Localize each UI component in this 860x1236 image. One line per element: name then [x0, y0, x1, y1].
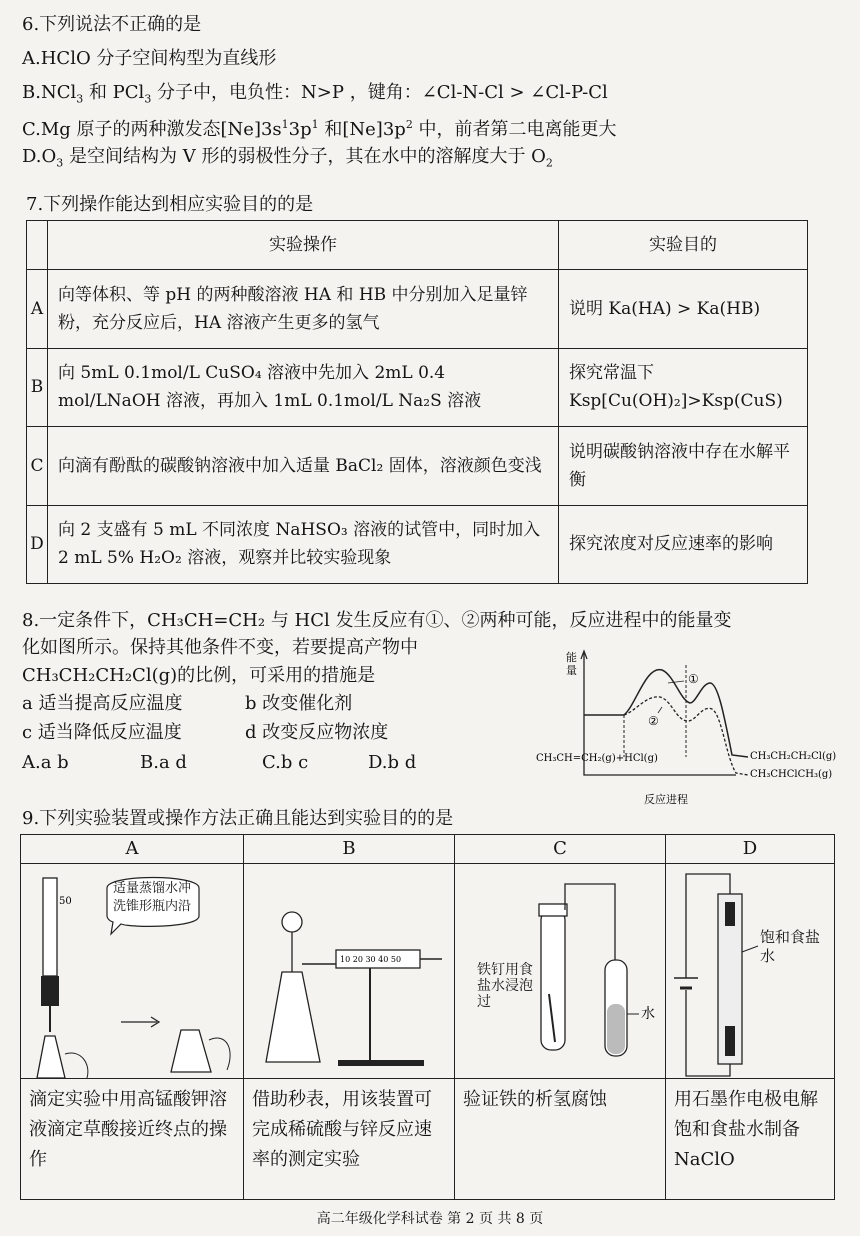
q7-stem: 7.下列操作能达到相应实验目的的是: [26, 194, 314, 215]
q7-row-op: 向 2 支盛有 5 mL 不同浓度 NaHSO₃ 溶液的试管中，同时加入 2 mL 5% H₂O₂ 溶液，观察并比较实验现象: [48, 505, 559, 584]
q7-row-a: [27, 270, 808, 349]
conical-flask-2: [171, 1030, 211, 1072]
q7-goal-header: 实验目的: [559, 221, 808, 270]
q9-col-d-label: D: [666, 835, 835, 864]
nail-label-box: [477, 962, 541, 1026]
y-axis-label-1: 能: [566, 651, 577, 664]
water-label: 水: [641, 1006, 655, 1022]
burette: [43, 878, 57, 976]
q7-row-op: 向 5mL 0.1mol/L CuSO₄ 溶液中先加入 2mL 0.4 mol/LNaOH 溶液，再加入 1mL 0.1mol/L Na₂S 溶液: [48, 348, 559, 427]
path-2-leader: [658, 707, 662, 713]
syringe-scale: 10 20 30 40 50: [340, 955, 402, 964]
gas-syringe-figure: [244, 864, 454, 1078]
q7-row-c: [27, 427, 808, 506]
q9-figure-c: [455, 864, 666, 1079]
q7-row-goal: 说明碳酸钠溶液中存在水解平衡: [559, 427, 808, 506]
q8-choice-d: D.b d: [368, 752, 417, 773]
q8-choice-a: A.a b: [22, 752, 69, 773]
solution-leader: [742, 946, 758, 952]
q7-row-label: B: [27, 348, 48, 427]
hand-2: [209, 1038, 230, 1070]
solution-label: 饱和食盐水: [760, 928, 821, 965]
corrosion-figure: [455, 864, 665, 1078]
flask: [266, 972, 320, 1062]
q9-table: [20, 834, 835, 1200]
speech-bubble-text: 适量蒸馏水冲洗锥形瓶内沿: [113, 881, 192, 914]
q9-col-b-label: B: [244, 835, 455, 864]
q6-option-c: C.Mg 原子的两种激发态$[Ne]3s^13p^1$ 和$[Ne]3p^2$ 中，前者第二电离能更大: [22, 118, 617, 140]
q7-op-header: 实验操作: [48, 221, 559, 270]
conical-flask-1: [37, 1036, 65, 1078]
q7-row-label: A: [27, 270, 48, 349]
q8-option-a: a 适当提高反应温度: [22, 693, 183, 714]
q7-header-row: [27, 221, 808, 270]
q9-figure-row: [21, 864, 835, 1079]
speech-bubble-text-box: [113, 880, 197, 922]
solution-label-box: [760, 928, 830, 984]
q9-header-row: [21, 835, 835, 864]
q7-table: [26, 220, 808, 584]
q6-option-d: $D.O_3$ 是空间结构为 V 形的弱极性分子，其在水中的溶解度大于 $O_2$: [22, 146, 553, 170]
q9-figure-d: [666, 864, 835, 1079]
q9-desc-c: 验证铁的析氢腐蚀: [455, 1079, 666, 1200]
x-axis-label: 反应进程: [644, 793, 688, 806]
titration-figure: [21, 864, 243, 1078]
page-footer: 高二年级化学科试卷 第 2 页 共 8 页: [316, 1211, 544, 1227]
stopper: [539, 904, 567, 916]
q9-stem: 9.下列实验装置或操作方法正确且能达到实验目的的是: [22, 808, 454, 829]
hand-1: [65, 1053, 88, 1078]
stand-base: [338, 1060, 424, 1066]
y-axis-label-2: 量: [566, 664, 577, 677]
q7-row-d: [27, 505, 808, 584]
q7-label-header: [27, 221, 48, 270]
q9-desc-d: 用石墨作电极电解饱和食盐水制备 NaClO: [666, 1079, 835, 1200]
burette-stopcock: [41, 976, 59, 1006]
q7-row-goal: 探究浓度对反应速率的影响: [559, 505, 808, 584]
q9-col-a-label: A: [21, 835, 244, 864]
q9-description-row: [21, 1079, 835, 1200]
product-1-label: CH₃CH₂CH₂Cl(g): [750, 751, 837, 762]
q7-row-label: D: [27, 505, 48, 584]
q7-row-goal: 说明 Ka(HA) > Ka(HB): [559, 270, 808, 349]
electrolysis-figure: [666, 864, 834, 1078]
path-1-curve: [584, 670, 748, 757]
path-1-label: ①: [688, 672, 699, 686]
q8-option-d: d 改变反应物浓度: [245, 722, 389, 743]
q8-option-b: b 改变催化剂: [245, 693, 353, 714]
q7-row-goal: 探究常温下 Ksp[Cu(OH)₂]>Ksp(CuS): [559, 348, 808, 427]
water-level: [607, 1004, 625, 1054]
product-2-label: CH₃CHClCH₃(g): [750, 769, 833, 780]
path-1-leader: [668, 681, 684, 683]
funnel-bulb: [282, 912, 302, 932]
electrode-top: [725, 902, 735, 926]
energy-profile-diagram: [536, 645, 846, 810]
nail-label: 铁钉用食盐水浸泡过: [477, 962, 533, 1010]
q9-desc-b: 借助秒表，用该装置可完成稀硫酸与锌反应速率的测定实验: [244, 1079, 455, 1200]
reactant-label: CH₃CH=CH₂(g)+HCl(g): [536, 753, 658, 764]
burette-scale: 50: [59, 896, 72, 907]
q8-stem-line1: 8.一定条件下，CH₃CH=CH₂ 与 HCl 发生反应有①、②两种可能，反应进程中的能量变: [22, 610, 732, 631]
q7-row-op: 向滴有酚酞的碳酸钠溶液中加入适量 BaCl₂ 固体，溶液颜色变浅: [48, 427, 559, 506]
q9-figure-b: [244, 864, 455, 1079]
q8-stem-line3: CH₃CH₂CH₂Cl(g)的比例，可采用的措施是: [22, 665, 376, 686]
q7-row-b: [27, 348, 808, 427]
q8-stem-line2: 化如图所示。保持其他条件不变，若要提高产物中: [22, 637, 418, 658]
electrode-bottom: [725, 1026, 735, 1056]
q7-row-label: C: [27, 427, 48, 506]
q8-choice-c: C.b c: [262, 752, 309, 773]
q6-option-a: A.HClO 分子空间构型为直线形: [22, 48, 277, 69]
q9-desc-a: 滴定实验中用高锰酸钾溶液滴定草酸接近终点的操作: [21, 1079, 244, 1200]
path-2-label: ②: [648, 714, 659, 728]
q8-option-c: c 适当降低反应温度: [22, 722, 182, 743]
q9-col-c-label: C: [455, 835, 666, 864]
q7-row-op: 向等体积、等 pH 的两种酸溶液 HA 和 HB 中分别加入足量锌粉，充分反应后，HA 溶液产生更多的氢气: [48, 270, 559, 349]
q8-choice-b: B.a d: [140, 752, 187, 773]
q6-stem: 6.下列说法不正确的是: [22, 14, 202, 35]
q9-figure-a: [21, 864, 244, 1079]
q6-option-b: B.NCl$_3$ 和 PCl$_3$ 分子中，电负性：N>P ，键角：∠Cl-N-Cl > ∠Cl-P-Cl: [22, 82, 608, 106]
